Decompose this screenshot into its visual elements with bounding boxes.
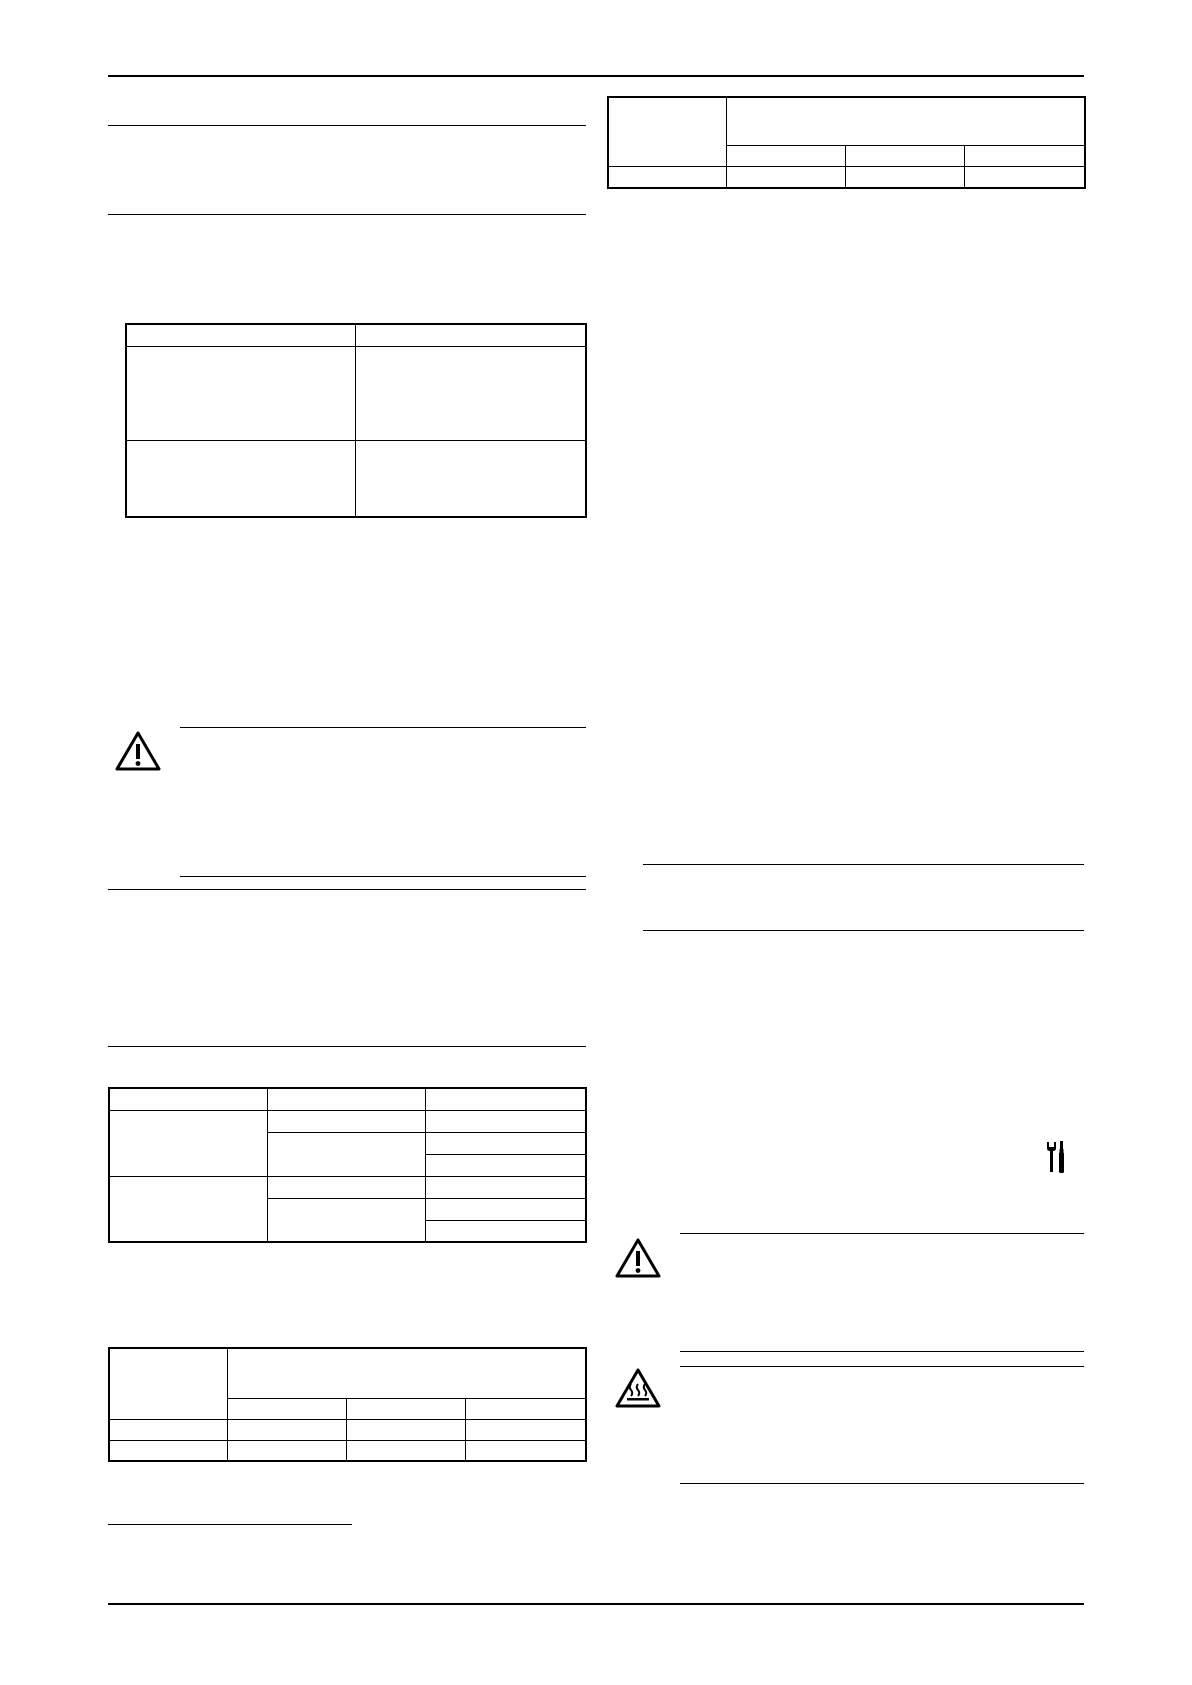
table-row <box>109 1419 586 1440</box>
table-row <box>126 440 586 517</box>
table-row <box>126 324 586 346</box>
caution-bottom-rule <box>180 876 586 877</box>
warning-triangle-icon <box>114 730 162 772</box>
section-rule-3 <box>108 889 586 890</box>
section-rule-2 <box>108 214 586 215</box>
wrench-screwdriver-icon <box>1045 1140 1067 1174</box>
section-rule-5 <box>643 864 1084 865</box>
table-row <box>109 1110 586 1132</box>
table-4 <box>607 96 1086 189</box>
table-2 <box>108 1087 587 1243</box>
caution2-top-rule <box>680 1233 1084 1234</box>
section-rule-1 <box>108 125 586 126</box>
caution-top-rule <box>180 727 586 728</box>
header-rule <box>108 75 1084 77</box>
table-row <box>109 1440 586 1461</box>
table-row <box>608 97 1085 146</box>
table-1 <box>125 323 587 518</box>
table-row <box>126 346 586 440</box>
table-row <box>109 1176 586 1198</box>
hot-top-rule-1 <box>680 1351 1084 1352</box>
hot-top-rule-2 <box>680 1366 1084 1367</box>
table-row <box>608 167 1085 188</box>
table-row <box>109 1348 586 1398</box>
table-row <box>109 1088 586 1110</box>
footnote-rule <box>108 1524 352 1525</box>
hot-surface-icon <box>614 1367 662 1409</box>
footer-rule <box>108 1603 1084 1605</box>
section-rule-4 <box>108 1046 586 1047</box>
hot-bottom-rule <box>680 1483 1084 1484</box>
warning-triangle-icon <box>614 1237 662 1279</box>
table-3 <box>108 1347 587 1462</box>
section-rule-6 <box>643 930 1084 931</box>
